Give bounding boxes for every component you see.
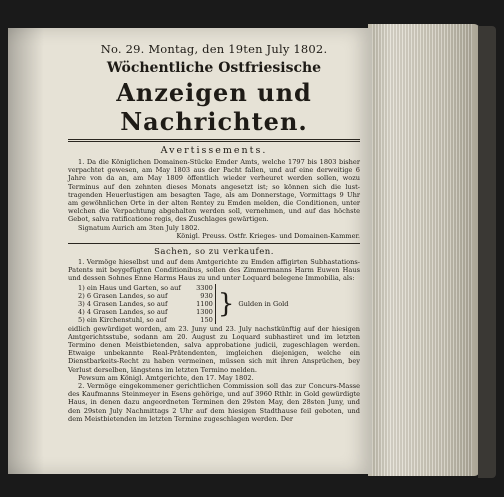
section-heading-avertissements: Avertissements. bbox=[160, 145, 268, 156]
item-label: 3) 4 Grasen Landes, so auf bbox=[78, 299, 168, 308]
item-value: 150 bbox=[183, 316, 216, 324]
item-value: 1100 bbox=[183, 300, 216, 308]
signature-date-1: Signatum Aurich am 3ten July 1802. bbox=[78, 223, 200, 232]
item-label: 1) ein Haus und Garten, so auf bbox=[78, 283, 181, 292]
signature-date-2: Pewsum am Königl. Amtgerichte, den 17. May 1802. bbox=[78, 373, 254, 382]
list-item bbox=[76, 284, 291, 292]
title-line-2: Anzeigen und Nachrichten. bbox=[116, 78, 312, 136]
page-content bbox=[68, 42, 360, 423]
title-rule bbox=[68, 139, 360, 142]
property-list bbox=[76, 284, 291, 324]
paragraph-appraisal: eidlich gewürdiget worden, am 23. Juny und 23. July nachstkünftig auf der hiesigen Amtgerichtsstube, sodann am 20. August zu Loquard subhastiret und im letzten Termino denen Meistbietenden, salva approbatione judicii, zugeschlagen werden. Etwaige unbekannte Real-Prätendenten, imgleichen diejenigen, welche ein Dienstbarkeits-Recht zu haben vermeinen, müssen sich mit ihren Ansprüchen, bey Verlust derselben, längstens im letzten Termino melden. bbox=[68, 324, 360, 374]
paragraph-domains-lease: 1. Da die Königlichen Domainen-Stücke Emder Amts, welche 1797 bis 1803 bisher verpachtet gewesen, am May 1803 aus der Pacht fallen, und auf eine derweitige 6 Jahre von da an, am May 1809 öffentlich wieder verheuret werden sollen, wozu Terminus auf den zehnten dieses Monats angesetzt ist; so können sich die lust-tragenden Heuerlustigen am besagten Tage, als am Donnerstage, Vormittags 9 Uhr am gewöhnlichen Orte in der alten Rentey zu Emden melden, die Conditionen, unter welchen die Verpachtung abgehalten werden soll, vernehmen, und auf das höchste Gebot, salva ratificatione regis, des Zuschlages gewärtigen. bbox=[68, 158, 360, 224]
items-currency-note: Gulden in Gold bbox=[238, 299, 289, 308]
item-value: 3300 bbox=[183, 284, 216, 292]
newspaper-page bbox=[8, 28, 372, 474]
item-label: 4) 4 Grasen Landes, so auf bbox=[78, 307, 168, 316]
section-heading-for-sale: Sachen, so zu verkaufen. bbox=[154, 247, 274, 258]
gutter-shadow bbox=[8, 28, 44, 474]
title-line-1: Wöchentliche Ostfriesische bbox=[106, 60, 322, 76]
item-value: 930 bbox=[183, 292, 216, 300]
item-value: 1300 bbox=[183, 308, 216, 316]
signature-authority: Königl. Preuss. Ostfr. Krieges- und Domainen-Kammer. bbox=[176, 231, 360, 240]
book-cover bbox=[478, 26, 496, 478]
book-page-edges bbox=[372, 24, 472, 476]
brace-glyph: } bbox=[217, 288, 235, 319]
paragraph-subhastation: 1. Vermöge hieselbst und auf dem Amtgerichte zu Emden affigirten Subhastations-Patents mit beygefügten Conditionibus, sollen des Zimmermanns Harm Euwen Haus und dessen Sohnes Enne Harms Haus zu und unter Loquard belegene Immobilia, als: bbox=[68, 258, 360, 283]
item-label: 5) ein Kirchenstuhl, so auf bbox=[78, 315, 167, 324]
section-rule bbox=[68, 243, 360, 244]
paragraph-concurs-sale: 2. Vermöge eingekommener gerichtlichen Commission soll das zur Concurs-Masse des Kaufmanns Steinmeyer in Esens gehörige, und auf 3960 Rthlr. in Gold gewürdigte Haus, in denen dazu angeordneten Terminen den 29sten May, den 28sten Juny, und den 29sten July Nachmittags 2 Uhr auf dem hiesigen Stadthause feil geboten, und dem Meistbietenden im letzten Termine zugeschlagen werden. Der bbox=[68, 382, 360, 423]
item-label: 2) 6 Grasen Landes, so auf bbox=[78, 291, 168, 300]
dateline: No. 29. Montag, den 19ten July 1802. bbox=[100, 42, 328, 56]
